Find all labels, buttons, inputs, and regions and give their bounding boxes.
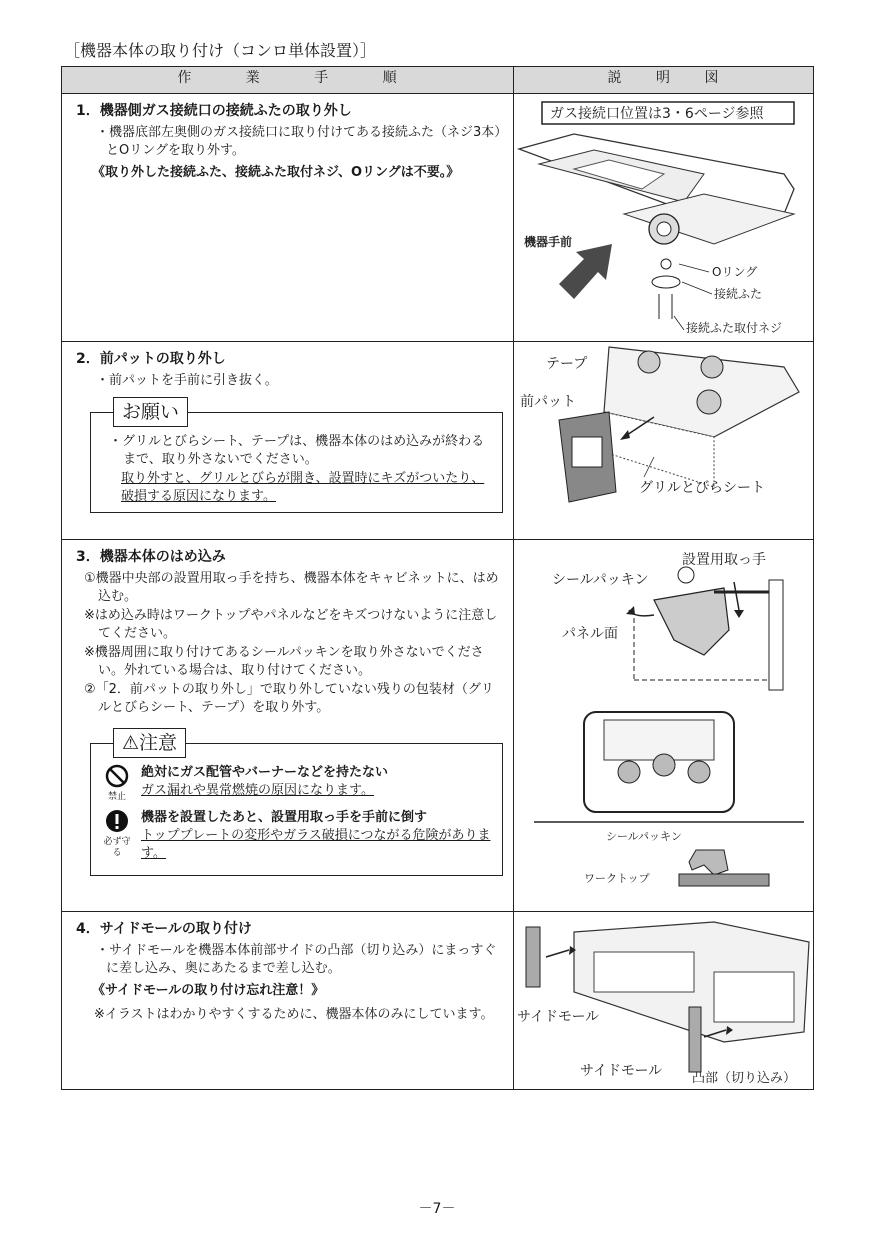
- fig2-tape: テープ: [546, 356, 588, 372]
- page-number: －7－: [418, 1201, 456, 1217]
- page-title: ［機器本体の取り付け（コンロ単体設置）］: [64, 41, 377, 60]
- prohibited-label: 禁止: [107, 792, 126, 802]
- request-underline: 取り外すと、グリルとびらが開き、設置時にキズがついたり、破損する原因になります。: [121, 471, 485, 504]
- step3-title: 3．機器本体のはめ込み: [76, 549, 226, 565]
- fig1-front: 機器手前: [524, 235, 573, 249]
- mandatory-label: 必ず守る: [103, 837, 131, 858]
- mandatory-icon: [101, 809, 133, 863]
- table-row: [62, 94, 814, 342]
- fig3-panel: パネル面: [562, 626, 618, 642]
- caution-label: ⚠注意: [113, 728, 186, 758]
- step3-text: [62, 540, 513, 884]
- fig1-oring: Oリング: [712, 265, 758, 279]
- fig3-packing: シールパッキン: [552, 572, 649, 588]
- step4-bold-note: 《サイドモールの取り付け忘れ注意！》: [92, 983, 325, 998]
- caution-box: [90, 732, 503, 876]
- direction-arrow-icon: [559, 244, 612, 299]
- step2-text: [62, 342, 513, 521]
- request-label: お願い: [113, 397, 188, 427]
- fig3-handle: 設置用取っ手: [682, 552, 766, 568]
- step3-figure: [514, 540, 813, 910]
- caution2-text: トッププレートの変形やガラス破損につながる危険があります。: [141, 828, 491, 861]
- header-figure: 説 明 図: [514, 67, 814, 94]
- fig2-sheet: グリルとびらシート: [639, 480, 765, 496]
- procedure-table: [61, 66, 814, 1090]
- fig1-ref: ガス接続口位置は3・6ページ参照: [550, 106, 764, 122]
- step1-bold-note: 《取り外した接続ふた、接続ふた取付ネジ、Oリングは不要。》: [92, 165, 460, 180]
- table-row: [62, 540, 814, 912]
- fig1-lid: 接続ふた: [714, 287, 763, 301]
- fig1-screw: 接続ふた取付ネジ: [686, 321, 783, 335]
- step1-text: [62, 94, 513, 190]
- step3-item1: ①機器中央部の設置用取っ手を持ち、機器本体をキャビネットに、はめ込む。: [84, 571, 499, 604]
- step4-title: 4．サイドモールの取り付け: [76, 921, 252, 937]
- step2-bullet: ・前パットを手前に引き抜く。: [96, 373, 278, 388]
- step3-note1: ※はめ込み時はワークトップやパネルなどをキズつけないように注意してください。: [84, 608, 498, 641]
- caution2-bold: 機器を設置したあと、設置用取っ手を手前に倒す: [141, 810, 428, 825]
- caution-row-mandatory: [101, 809, 492, 863]
- step2-title: 2．前パットの取り外し: [76, 351, 226, 367]
- step4-bullet: ・サイドモールを機器本体前部サイドの凸部（切り込み）にまっすぐに差し込み、奥にあたるまで差し込む。: [96, 943, 497, 976]
- step4-text: [62, 912, 513, 1033]
- request-box: [90, 401, 503, 513]
- step3-note2: ※機器周囲に取り付けてあるシールパッキンを取り外さないでください。外れている場合は、取り付けてください。: [84, 645, 484, 678]
- table-header-row: [62, 67, 814, 94]
- header-steps: 作 業 手 順: [62, 67, 514, 94]
- table-row: [62, 912, 814, 1090]
- step4-note: ※イラストはわかりやすくするために、機器本体のみにしています。: [94, 1007, 494, 1022]
- caution1-text: ガス漏れや異常燃焼の原因になります。: [141, 783, 374, 798]
- step2-figure: [514, 342, 813, 538]
- step3-item2: ②「2．前パットの取り外し」で取り外していない残りの包装材（グリルとびらシート、テープ）を取り外す。: [84, 682, 494, 715]
- fig4-notch: 凸部（切り込み）: [692, 1071, 797, 1086]
- fig4-mold1: サイドモール: [517, 1009, 600, 1025]
- step1-bullet: ・機器底部左奥側のガス接続口に取り付けてある接続ふた（ネジ3本）とOリングを取り外す。: [96, 125, 501, 158]
- request-text: ・グリルとびらシート、テープは、機器本体のはめ込みが終わるまで、取り外さないでください。: [109, 434, 485, 467]
- table-row: [62, 342, 814, 540]
- fig3-worktop: ワークトップ: [584, 872, 650, 885]
- prohibited-icon: [101, 764, 133, 803]
- caution1-bold: 絶対にガス配管やバーナーなどを持たない: [141, 765, 389, 780]
- step4-figure: [514, 912, 813, 1088]
- fig2-pad: 前パット: [520, 394, 576, 410]
- fig4-mold2: サイドモール: [580, 1063, 663, 1079]
- step1-figure: [514, 94, 813, 340]
- caution-row-prohibited: [101, 764, 492, 803]
- step1-title: 1．機器側ガス接続口の接続ふたの取り外し: [76, 103, 352, 119]
- fig3-packing2: シールパッキン: [606, 830, 682, 843]
